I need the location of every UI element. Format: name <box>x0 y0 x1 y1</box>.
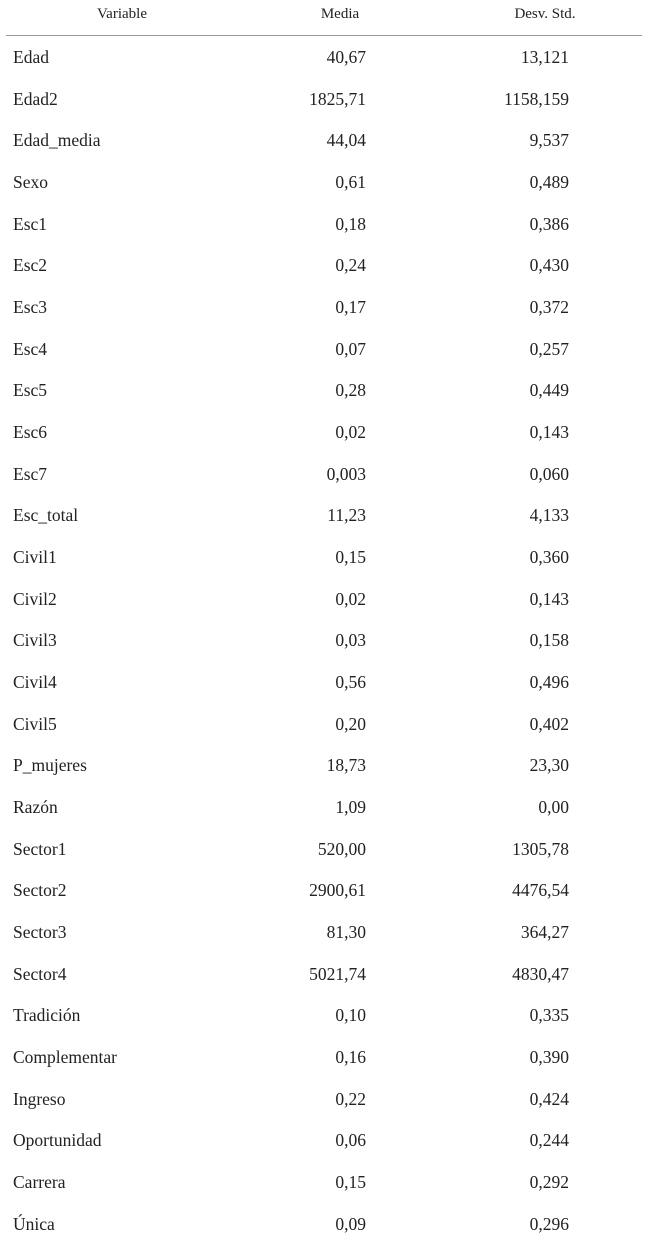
cell-desv-std: 0,424 <box>529 1088 569 1109</box>
cell-variable: Esc5 <box>13 380 48 401</box>
cell-variable: Esc3 <box>13 297 48 318</box>
header-rule <box>6 35 642 36</box>
cell-desv-std: 0,00 <box>538 797 569 818</box>
cell-desv-std: 0,430 <box>529 255 569 276</box>
table-row <box>0 829 650 871</box>
header-variable: Variable <box>97 6 147 22</box>
cell-desv-std: 13,121 <box>520 47 569 67</box>
cell-media: 0,09 <box>335 1213 366 1234</box>
cell-desv-std: 0,143 <box>529 588 569 609</box>
table-row <box>0 329 650 371</box>
table-row <box>0 870 650 912</box>
table-row <box>0 954 650 996</box>
cell-media: 0,24 <box>335 255 366 276</box>
table-row <box>0 287 650 329</box>
header-media: Media <box>320 6 360 22</box>
cell-desv-std: 0,449 <box>529 380 569 401</box>
table-row <box>0 37 650 79</box>
cell-desv-std: 0,402 <box>529 713 569 734</box>
table-row <box>0 370 650 412</box>
cell-media: 520,00 <box>317 838 366 859</box>
cell-desv-std: 0,143 <box>529 422 569 443</box>
cell-desv-std: 364,27 <box>520 922 569 943</box>
table-row <box>0 79 650 121</box>
cell-desv-std: 0,060 <box>529 463 569 484</box>
cell-variable: Razón <box>13 797 58 818</box>
cell-variable: Esc6 <box>13 422 48 443</box>
table-row <box>0 579 650 621</box>
cell-media: 0,10 <box>335 1005 366 1026</box>
table-row <box>0 995 650 1037</box>
cell-media: 5021,74 <box>309 963 366 984</box>
cell-variable: Esc_total <box>13 505 79 526</box>
table-row <box>0 245 650 287</box>
cell-desv-std: 0,489 <box>529 172 569 193</box>
cell-variable: Esc2 <box>13 255 48 276</box>
table-row <box>0 1204 650 1245</box>
cell-variable: Sexo <box>13 172 48 193</box>
cell-desv-std: 0,335 <box>529 1005 569 1026</box>
cell-variable: Oportunidad <box>13 1130 102 1151</box>
cell-desv-std: 0,360 <box>529 547 569 568</box>
table-body <box>0 37 650 1245</box>
cell-desv-std: 0,296 <box>529 1213 569 1234</box>
cell-desv-std: 0,386 <box>529 213 569 234</box>
cell-media: 81,30 <box>326 922 366 943</box>
cell-media: 0,003 <box>326 463 366 484</box>
cell-desv-std: 1158,159 <box>504 88 569 109</box>
cell-variable: Edad <box>13 47 49 67</box>
cell-desv-std: 0,372 <box>529 297 569 318</box>
cell-variable: P_mujeres <box>13 755 87 776</box>
cell-variable: Carrera <box>13 1172 66 1193</box>
cell-media: 2900,61 <box>309 880 366 901</box>
cell-variable: Esc1 <box>13 213 48 234</box>
table-row <box>0 495 650 537</box>
cell-media: 0,17 <box>335 297 366 318</box>
table-row <box>0 745 650 787</box>
cell-desv-std: 0,496 <box>529 672 569 693</box>
cell-desv-std: 0,257 <box>529 338 569 359</box>
cell-media: 0,28 <box>335 380 366 401</box>
cell-variable: Sector2 <box>13 880 67 901</box>
cell-variable: Ingreso <box>13 1088 66 1109</box>
table-row <box>0 120 650 162</box>
cell-media: 0,06 <box>335 1130 366 1151</box>
cell-variable: Civil4 <box>13 672 57 693</box>
cell-media: 0,56 <box>335 672 366 693</box>
cell-media: 0,20 <box>335 713 366 734</box>
cell-media: 11,23 <box>327 505 366 526</box>
cell-desv-std: 4830,47 <box>512 963 569 984</box>
table-row <box>0 1120 650 1162</box>
cell-variable: Complementar <box>13 1047 118 1068</box>
cell-media: 0,07 <box>335 338 366 359</box>
cell-media: 44,04 <box>326 130 366 151</box>
cell-desv-std: 1305,78 <box>512 838 569 859</box>
header-desv-std: Desv. Std. <box>514 6 576 22</box>
cell-variable: Civil2 <box>13 588 57 609</box>
cell-desv-std: 9,537 <box>529 130 569 151</box>
cell-desv-std: 4476,54 <box>512 880 569 901</box>
table-row <box>0 537 650 579</box>
table-row <box>0 204 650 246</box>
cell-variable: Edad_media <box>13 130 101 151</box>
table-row <box>0 1079 650 1121</box>
cell-variable: Sector1 <box>13 838 67 859</box>
cell-desv-std: 23,30 <box>529 755 569 776</box>
table-row <box>0 412 650 454</box>
cell-media: 0,16 <box>335 1047 366 1068</box>
cell-variable: Esc7 <box>13 463 48 484</box>
cell-media: 0,61 <box>335 172 366 193</box>
cell-media: 0,22 <box>335 1088 366 1109</box>
table-row <box>0 162 650 204</box>
cell-variable: Esc4 <box>13 338 48 359</box>
cell-variable: Civil1 <box>13 547 57 568</box>
table-row <box>0 704 650 746</box>
table-row <box>0 1162 650 1204</box>
table-row <box>0 787 650 829</box>
cell-variable: Tradición <box>13 1005 81 1026</box>
cell-media: 0,02 <box>335 588 366 609</box>
cell-desv-std: 0,292 <box>529 1172 569 1193</box>
table-row <box>0 662 650 704</box>
cell-media: 0,03 <box>335 630 366 651</box>
cell-media: 0,18 <box>335 213 366 234</box>
cell-media: 1,09 <box>335 797 366 818</box>
cell-variable: Civil3 <box>13 630 57 651</box>
cell-desv-std: 0,390 <box>529 1047 569 1068</box>
cell-variable: Civil5 <box>13 713 57 734</box>
table-row <box>0 454 650 496</box>
cell-media: 18,73 <box>326 755 366 776</box>
table-row <box>0 912 650 954</box>
cell-variable: Sector3 <box>13 922 67 943</box>
table-row <box>0 620 650 662</box>
cell-desv-std: 0,244 <box>529 1130 569 1151</box>
cell-desv-std: 0,158 <box>529 630 569 651</box>
table-header <box>0 0 650 34</box>
cell-media: 0,15 <box>335 547 366 568</box>
cell-variable: Única <box>13 1213 55 1234</box>
cell-desv-std: 4,133 <box>529 505 569 526</box>
table-row <box>0 1037 650 1079</box>
cell-media: 0,15 <box>335 1172 366 1193</box>
cell-media: 0,02 <box>335 422 366 443</box>
cell-media: 40,67 <box>326 47 366 67</box>
cell-variable: Edad2 <box>13 88 58 109</box>
cell-variable: Sector4 <box>13 963 67 984</box>
cell-media: 1825,71 <box>309 88 366 109</box>
